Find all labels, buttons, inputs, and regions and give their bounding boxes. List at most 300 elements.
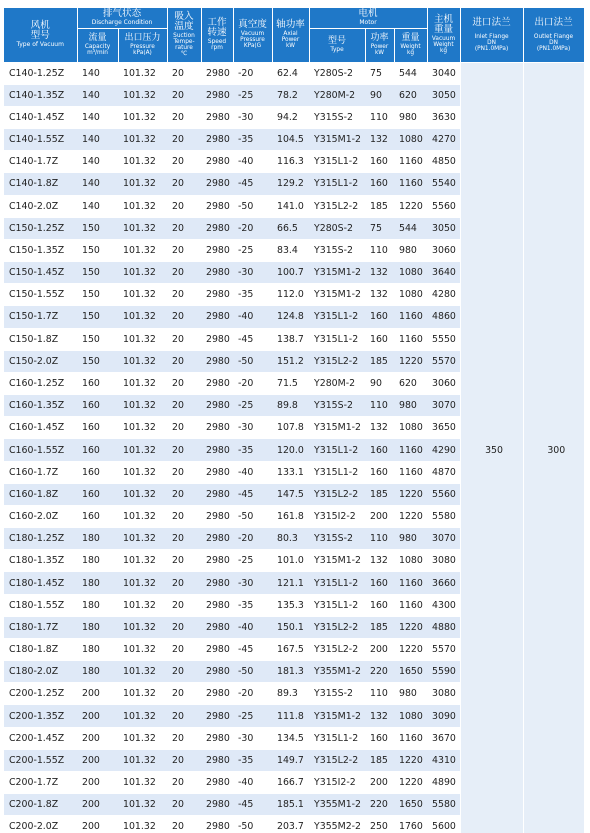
cell-pressure: 101.32 (118, 661, 167, 683)
cell-model: C160-1.35Z (4, 395, 77, 417)
cell-suction-temp: 20 (167, 461, 201, 483)
cell-model: C160-1.25Z (4, 372, 77, 394)
cell-motor-weight: 544 (394, 217, 427, 239)
cell-vacuum-pressure: -40 (233, 772, 272, 794)
cell-capacity: 160 (77, 372, 118, 394)
cell-suction-temp: 20 (167, 417, 201, 439)
cell-axial-power: 133.1 (272, 461, 309, 483)
cell-speed: 2980 (201, 661, 233, 683)
cell-capacity: 180 (77, 528, 118, 550)
cell-vacuum-weight: 5580 (427, 505, 460, 527)
cell-axial-power: 129.2 (272, 173, 309, 195)
cell-capacity: 150 (77, 239, 118, 261)
cell-suction-temp: 20 (167, 395, 201, 417)
cell-capacity: 180 (77, 572, 118, 594)
cell-capacity: 200 (77, 794, 118, 816)
cell-pressure: 101.32 (118, 195, 167, 217)
cell-motor-weight: 980 (394, 395, 427, 417)
cell-motor-weight: 1160 (394, 328, 427, 350)
cell-motor-type: Y315L1-2 (309, 461, 365, 483)
cell-pressure: 101.32 (118, 262, 167, 284)
cell-model: C140-1.55Z (4, 129, 77, 151)
cell-axial-power: 138.7 (272, 328, 309, 350)
cell-motor-weight: 980 (394, 683, 427, 705)
cell-motor-type: Y315I2-2 (309, 505, 365, 527)
cell-motor-type: Y315L2-2 (309, 749, 365, 771)
cell-motor-type: Y315L1-2 (309, 173, 365, 195)
cell-capacity: 160 (77, 461, 118, 483)
cell-vacuum-pressure: -40 (233, 306, 272, 328)
cell-capacity: 200 (77, 772, 118, 794)
cell-motor-weight: 1160 (394, 439, 427, 461)
table-body (4, 62, 584, 833)
cell-axial-power: 66.5 (272, 217, 309, 239)
header-outlet-flange: 出口法兰 Outlet Flange DN (PN1.0MPa) (523, 8, 584, 62)
cell-motor-weight: 1080 (394, 550, 427, 572)
cell-vacuum-weight: 5600 (427, 816, 460, 833)
cell-suction-temp: 20 (167, 794, 201, 816)
cell-vacuum-weight: 4280 (427, 284, 460, 306)
cell-vacuum-pressure: -45 (233, 173, 272, 195)
cell-vacuum-pressure: -35 (233, 284, 272, 306)
cell-vacuum-pressure: -20 (233, 62, 272, 84)
cell-suction-temp: 20 (167, 328, 201, 350)
cell-vacuum-weight: 3060 (427, 239, 460, 261)
cell-motor-power: 185 (365, 350, 394, 372)
cell-speed: 2980 (201, 395, 233, 417)
cell-vacuum-pressure: -20 (233, 372, 272, 394)
cell-axial-power: 107.8 (272, 417, 309, 439)
cell-motor-type: Y315S-2 (309, 528, 365, 550)
cell-pressure: 101.32 (118, 505, 167, 527)
cell-motor-weight: 1160 (394, 173, 427, 195)
cell-model: C180-2.0Z (4, 661, 77, 683)
cell-capacity: 140 (77, 84, 118, 106)
cell-motor-weight: 1220 (394, 505, 427, 527)
cell-speed: 2980 (201, 749, 233, 771)
cell-vacuum-weight: 5560 (427, 483, 460, 505)
cell-pressure: 101.32 (118, 705, 167, 727)
header-capacity: 流量 Capacity m³/min (77, 28, 118, 62)
cell-model: C180-1.35Z (4, 550, 77, 572)
header-speed: 工作 转速 Speed rpm (201, 8, 233, 62)
cell-vacuum-pressure: -35 (233, 749, 272, 771)
cell-speed: 2980 (201, 816, 233, 833)
cell-vacuum-pressure: -25 (233, 395, 272, 417)
cell-suction-temp: 20 (167, 594, 201, 616)
cell-motor-weight: 1080 (394, 284, 427, 306)
cell-speed: 2980 (201, 217, 233, 239)
cell-motor-power: 160 (365, 727, 394, 749)
cell-vacuum-pressure: -50 (233, 816, 272, 833)
cell-pressure: 101.32 (118, 572, 167, 594)
cell-model: C150-1.25Z (4, 217, 77, 239)
cell-vacuum-pressure: -25 (233, 705, 272, 727)
cell-vacuum-weight: 3650 (427, 417, 460, 439)
cell-vacuum-weight: 4300 (427, 594, 460, 616)
cell-suction-temp: 20 (167, 195, 201, 217)
cell-suction-temp: 20 (167, 151, 201, 173)
cell-capacity: 150 (77, 306, 118, 328)
header-motor-power: 功率 Power kW (365, 28, 394, 62)
cell-suction-temp: 20 (167, 661, 201, 683)
cell-model: C150-2.0Z (4, 350, 77, 372)
cell-vacuum-weight: 3640 (427, 262, 460, 284)
cell-motor-type: Y315M1-2 (309, 550, 365, 572)
cell-motor-power: 250 (365, 816, 394, 833)
cell-model: C160-1.45Z (4, 417, 77, 439)
cell-motor-power: 110 (365, 528, 394, 550)
cell-model: C180-1.45Z (4, 572, 77, 594)
cell-motor-weight: 544 (394, 62, 427, 84)
cell-vacuum-weight: 4310 (427, 749, 460, 771)
cell-pressure: 101.32 (118, 483, 167, 505)
cell-motor-type: Y315L2-2 (309, 350, 365, 372)
cell-motor-type: Y315L2-2 (309, 638, 365, 660)
cell-vacuum-pressure: -40 (233, 461, 272, 483)
cell-model: C140-1.8Z (4, 173, 77, 195)
cell-model: C150-1.8Z (4, 328, 77, 350)
cell-motor-weight: 1220 (394, 749, 427, 771)
cell-axial-power: 150.1 (272, 616, 309, 638)
cell-pressure: 101.32 (118, 350, 167, 372)
cell-motor-weight: 1220 (394, 195, 427, 217)
cell-suction-temp: 20 (167, 62, 201, 84)
cell-axial-power: 89.8 (272, 395, 309, 417)
header-suction-temperature: 吸入 温度 Suction Tempe- rature ℃ (167, 8, 201, 62)
cell-speed: 2980 (201, 550, 233, 572)
cell-vacuum-pressure: -35 (233, 439, 272, 461)
header-motor-type: 型号 Type (309, 28, 365, 62)
cell-vacuum-weight: 5590 (427, 661, 460, 683)
cell-pressure: 101.32 (118, 151, 167, 173)
cell-speed: 2980 (201, 173, 233, 195)
cell-suction-temp: 20 (167, 550, 201, 572)
cell-motor-weight: 1160 (394, 727, 427, 749)
header-vacuum-pressure: 真空度 Vacuum Pressure KPa(G (233, 8, 272, 62)
cell-vacuum-pressure: -50 (233, 350, 272, 372)
cell-model: C180-1.8Z (4, 638, 77, 660)
cell-axial-power: 149.7 (272, 749, 309, 771)
cell-capacity: 160 (77, 439, 118, 461)
table-row (4, 62, 584, 84)
cell-motor-weight: 1160 (394, 306, 427, 328)
cell-vacuum-pressure: -30 (233, 572, 272, 594)
cell-capacity: 180 (77, 594, 118, 616)
cell-speed: 2980 (201, 195, 233, 217)
cell-model: C180-1.55Z (4, 594, 77, 616)
cell-pressure: 101.32 (118, 106, 167, 128)
cell-vacuum-pressure: -45 (233, 328, 272, 350)
cell-pressure: 101.32 (118, 528, 167, 550)
cell-motor-type: Y355M1-2 (309, 794, 365, 816)
cell-pressure: 101.32 (118, 550, 167, 572)
cell-speed: 2980 (201, 328, 233, 350)
cell-axial-power: 80.3 (272, 528, 309, 550)
cell-pressure: 101.32 (118, 594, 167, 616)
cell-vacuum-weight: 4850 (427, 151, 460, 173)
cell-pressure: 101.32 (118, 616, 167, 638)
cell-suction-temp: 20 (167, 372, 201, 394)
cell-motor-power: 75 (365, 62, 394, 84)
cell-vacuum-pressure: -30 (233, 106, 272, 128)
cell-motor-weight: 1160 (394, 461, 427, 483)
cell-speed: 2980 (201, 772, 233, 794)
cell-pressure: 101.32 (118, 816, 167, 833)
cell-motor-power: 110 (365, 683, 394, 705)
cell-vacuum-weight: 3070 (427, 528, 460, 550)
cell-capacity: 150 (77, 262, 118, 284)
cell-vacuum-pressure: -45 (233, 638, 272, 660)
cell-vacuum-weight: 5580 (427, 794, 460, 816)
cell-motor-weight: 1220 (394, 616, 427, 638)
cell-motor-weight: 1080 (394, 417, 427, 439)
cell-motor-type: Y315M1-2 (309, 705, 365, 727)
header-motor-weight: 重量 Weight kg (394, 28, 427, 62)
cell-speed: 2980 (201, 572, 233, 594)
cell-model: C200-1.7Z (4, 772, 77, 794)
cell-capacity: 200 (77, 727, 118, 749)
cell-model: C150-1.55Z (4, 284, 77, 306)
cell-vacuum-weight: 3090 (427, 705, 460, 727)
cell-model: C150-1.35Z (4, 239, 77, 261)
cell-motor-type: Y280M-2 (309, 84, 365, 106)
cell-capacity: 140 (77, 129, 118, 151)
cell-motor-weight: 1220 (394, 772, 427, 794)
cell-motor-type: Y315S-2 (309, 106, 365, 128)
cell-vacuum-pressure: -30 (233, 727, 272, 749)
cell-model: C180-1.7Z (4, 616, 77, 638)
cell-capacity: 180 (77, 550, 118, 572)
cell-capacity: 200 (77, 683, 118, 705)
cell-pressure: 101.32 (118, 794, 167, 816)
cell-speed: 2980 (201, 483, 233, 505)
cell-vacuum-weight: 3060 (427, 372, 460, 394)
cell-motor-type: Y315I2-2 (309, 772, 365, 794)
cell-motor-weight: 980 (394, 106, 427, 128)
cell-speed: 2980 (201, 439, 233, 461)
cell-motor-type: Y355M2-2 (309, 816, 365, 833)
cell-model: C160-1.8Z (4, 483, 77, 505)
cell-motor-type: Y315M1-2 (309, 284, 365, 306)
cell-axial-power: 94.2 (272, 106, 309, 128)
cell-vacuum-weight: 4880 (427, 616, 460, 638)
cell-axial-power: 147.5 (272, 483, 309, 505)
cell-motor-power: 160 (365, 328, 394, 350)
cell-suction-temp: 20 (167, 350, 201, 372)
cell-motor-power: 160 (365, 173, 394, 195)
cell-suction-temp: 20 (167, 239, 201, 261)
cell-speed: 2980 (201, 705, 233, 727)
cell-vacuum-pressure: -40 (233, 616, 272, 638)
cell-vacuum-weight: 5550 (427, 328, 460, 350)
header-model: 风机 型号 Type of Vacuum (4, 8, 77, 62)
cell-pressure: 101.32 (118, 129, 167, 151)
cell-capacity: 160 (77, 395, 118, 417)
cell-vacuum-pressure: -50 (233, 195, 272, 217)
cell-suction-temp: 20 (167, 106, 201, 128)
cell-axial-power: 62.4 (272, 62, 309, 84)
cell-motor-power: 132 (365, 550, 394, 572)
cell-capacity: 160 (77, 505, 118, 527)
cell-vacuum-weight: 5540 (427, 173, 460, 195)
cell-motor-weight: 620 (394, 84, 427, 106)
cell-motor-power: 90 (365, 372, 394, 394)
header-inlet-flange: 进口法兰 Inlet Flange DN (PN1.0MPa) (460, 8, 523, 62)
cell-capacity: 160 (77, 417, 118, 439)
cell-pressure: 101.32 (118, 417, 167, 439)
cell-speed: 2980 (201, 62, 233, 84)
cell-motor-type: Y315L1-2 (309, 306, 365, 328)
cell-vacuum-pressure: -50 (233, 505, 272, 527)
cell-speed: 2980 (201, 151, 233, 173)
cell-motor-power: 185 (365, 483, 394, 505)
cell-suction-temp: 20 (167, 816, 201, 833)
cell-motor-weight: 1650 (394, 794, 427, 816)
cell-axial-power: 181.3 (272, 661, 309, 683)
cell-capacity: 150 (77, 217, 118, 239)
cell-capacity: 160 (77, 483, 118, 505)
cell-axial-power: 89.3 (272, 683, 309, 705)
cell-model: C200-1.25Z (4, 683, 77, 705)
cell-vacuum-weight: 3040 (427, 62, 460, 84)
cell-vacuum-weight: 3080 (427, 683, 460, 705)
cell-speed: 2980 (201, 239, 233, 261)
cell-model: C160-1.7Z (4, 461, 77, 483)
cell-vacuum-weight: 3670 (427, 727, 460, 749)
cell-motor-power: 160 (365, 461, 394, 483)
cell-motor-power: 132 (365, 262, 394, 284)
cell-speed: 2980 (201, 528, 233, 550)
cell-capacity: 200 (77, 749, 118, 771)
cell-suction-temp: 20 (167, 705, 201, 727)
cell-vacuum-weight: 3660 (427, 572, 460, 594)
cell-motor-power: 132 (365, 705, 394, 727)
cell-suction-temp: 20 (167, 439, 201, 461)
cell-pressure: 101.32 (118, 306, 167, 328)
cell-capacity: 180 (77, 616, 118, 638)
cell-model: C200-2.0Z (4, 816, 77, 833)
cell-pressure: 101.32 (118, 173, 167, 195)
cell-axial-power: 101.0 (272, 550, 309, 572)
cell-pressure: 101.32 (118, 439, 167, 461)
cell-vacuum-pressure: -40 (233, 151, 272, 173)
cell-motor-weight: 620 (394, 372, 427, 394)
cell-motor-type: Y315L1-2 (309, 727, 365, 749)
cell-model: C140-2.0Z (4, 195, 77, 217)
cell-vacuum-weight: 3080 (427, 550, 460, 572)
cell-capacity: 140 (77, 195, 118, 217)
cell-axial-power: 161.8 (272, 505, 309, 527)
cell-motor-type: Y315L1-2 (309, 328, 365, 350)
cell-model: C140-1.25Z (4, 62, 77, 84)
cell-suction-temp: 20 (167, 528, 201, 550)
cell-axial-power: 167.5 (272, 638, 309, 660)
cell-suction-temp: 20 (167, 306, 201, 328)
cell-axial-power: 83.4 (272, 239, 309, 261)
cell-model: C140-1.35Z (4, 84, 77, 106)
cell-motor-type: Y315S-2 (309, 239, 365, 261)
cell-capacity: 140 (77, 62, 118, 84)
cell-motor-weight: 1160 (394, 594, 427, 616)
specification-table (4, 8, 585, 833)
cell-speed: 2980 (201, 683, 233, 705)
cell-motor-power: 200 (365, 772, 394, 794)
header-axial-power: 轴功率 Axial Power kW (272, 8, 309, 62)
cell-motor-weight: 980 (394, 239, 427, 261)
cell-vacuum-pressure: -30 (233, 262, 272, 284)
cell-axial-power: 203.7 (272, 816, 309, 833)
cell-suction-temp: 20 (167, 749, 201, 771)
cell-capacity: 140 (77, 151, 118, 173)
cell-axial-power: 166.7 (272, 772, 309, 794)
cell-motor-type: Y315S-2 (309, 395, 365, 417)
cell-motor-weight: 980 (394, 528, 427, 550)
cell-capacity: 180 (77, 661, 118, 683)
cell-motor-type: Y355M1-2 (309, 661, 365, 683)
cell-vacuum-pressure: -50 (233, 661, 272, 683)
cell-motor-weight: 1080 (394, 262, 427, 284)
cell-motor-type: Y280S-2 (309, 62, 365, 84)
cell-vacuum-weight: 4870 (427, 461, 460, 483)
cell-model: C200-1.8Z (4, 794, 77, 816)
cell-suction-temp: 20 (167, 129, 201, 151)
cell-pressure: 101.32 (118, 749, 167, 771)
cell-vacuum-pressure: -45 (233, 483, 272, 505)
cell-vacuum-pressure: -20 (233, 683, 272, 705)
cell-motor-power: 200 (365, 638, 394, 660)
cell-vacuum-weight: 3050 (427, 217, 460, 239)
cell-axial-power: 71.5 (272, 372, 309, 394)
cell-axial-power: 104.5 (272, 129, 309, 151)
cell-motor-weight: 1160 (394, 151, 427, 173)
cell-vacuum-pressure: -25 (233, 239, 272, 261)
cell-speed: 2980 (201, 638, 233, 660)
cell-capacity: 140 (77, 173, 118, 195)
cell-vacuum-pressure: -20 (233, 217, 272, 239)
cell-motor-power: 160 (365, 572, 394, 594)
cell-motor-weight: 1220 (394, 350, 427, 372)
cell-model: C160-2.0Z (4, 505, 77, 527)
cell-vacuum-pressure: -20 (233, 528, 272, 550)
cell-motor-weight: 1220 (394, 638, 427, 660)
cell-axial-power: 135.3 (272, 594, 309, 616)
cell-pressure: 101.32 (118, 772, 167, 794)
cell-pressure: 101.32 (118, 62, 167, 84)
cell-motor-type: Y315L2-2 (309, 195, 365, 217)
cell-motor-type: Y315L2-2 (309, 616, 365, 638)
cell-axial-power: 124.8 (272, 306, 309, 328)
cell-vacuum-weight: 3050 (427, 84, 460, 106)
cell-speed: 2980 (201, 306, 233, 328)
cell-suction-temp: 20 (167, 284, 201, 306)
cell-axial-power: 185.1 (272, 794, 309, 816)
cell-vacuum-pressure: -35 (233, 594, 272, 616)
cell-motor-type: Y280M-2 (309, 372, 365, 394)
outlet-flange-dn: 300 (523, 62, 584, 833)
cell-motor-power: 200 (365, 505, 394, 527)
cell-motor-power: 220 (365, 794, 394, 816)
cell-axial-power: 78.2 (272, 84, 309, 106)
cell-vacuum-pressure: -30 (233, 417, 272, 439)
table-header (4, 8, 584, 62)
cell-motor-power: 75 (365, 217, 394, 239)
cell-axial-power: 100.7 (272, 262, 309, 284)
cell-motor-weight: 1080 (394, 705, 427, 727)
cell-capacity: 150 (77, 328, 118, 350)
cell-motor-type: Y315L1-2 (309, 439, 365, 461)
cell-suction-temp: 20 (167, 505, 201, 527)
